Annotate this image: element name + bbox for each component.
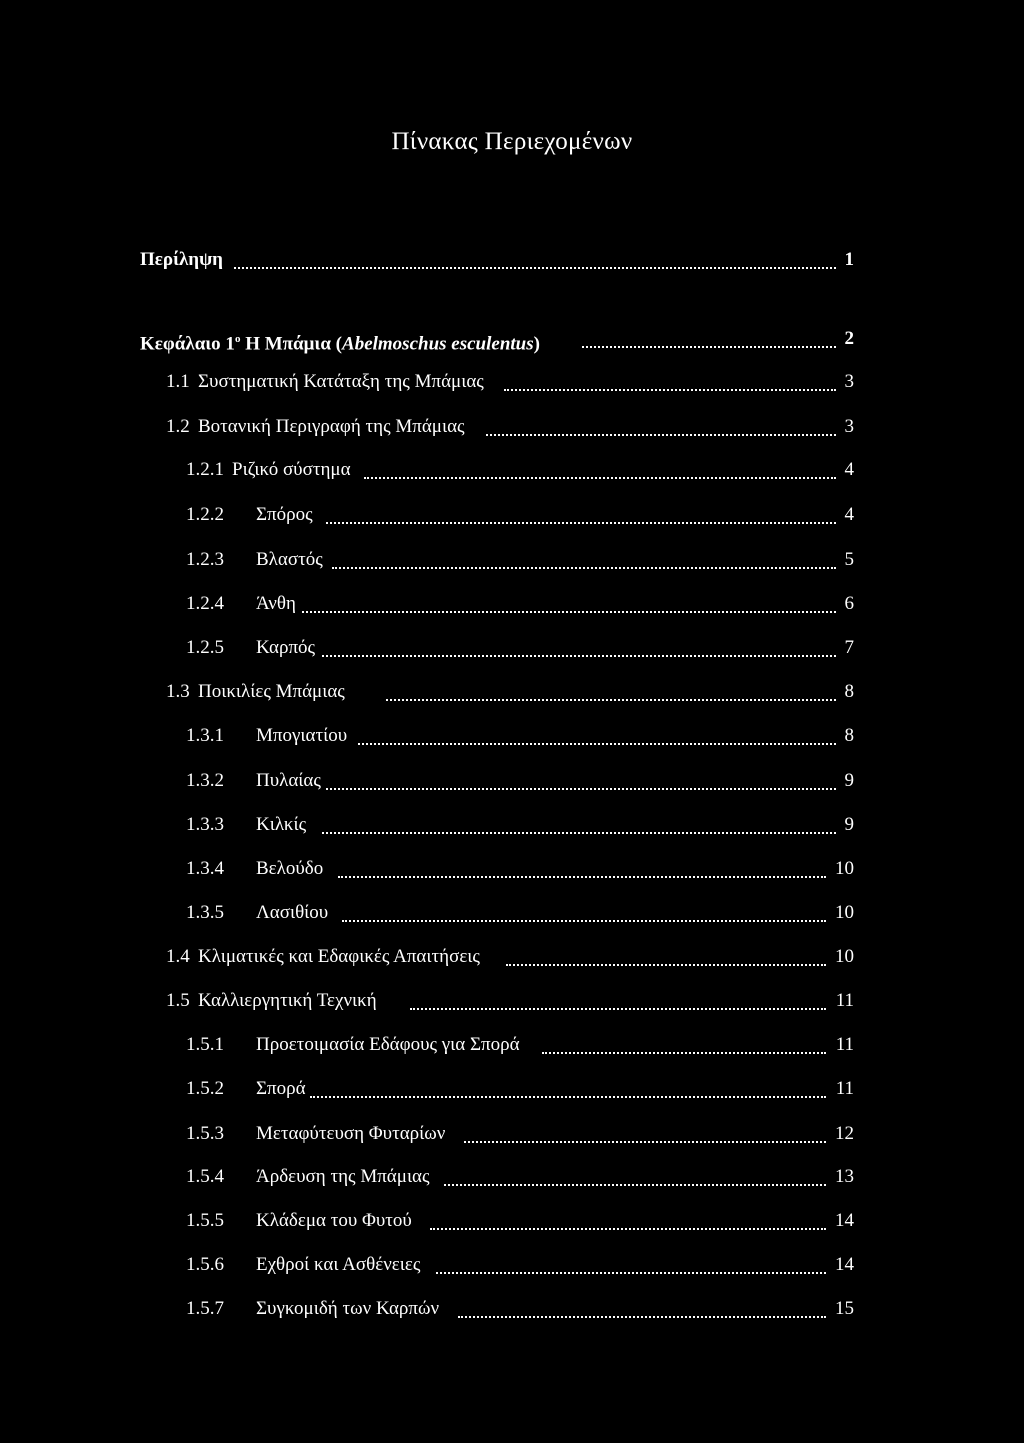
toc-entry-label: Βλαστός <box>256 549 323 570</box>
toc-entry[interactable] <box>0 1076 1024 1102</box>
toc-entry-number: 1.3.5 <box>186 902 224 923</box>
toc-entry-number: 1.4 <box>166 946 190 967</box>
toc-entry-page: 9 <box>844 770 854 791</box>
toc-entry-label: Κιλκίς <box>256 814 307 835</box>
toc-entry-page: 15 <box>835 1298 854 1319</box>
toc-entry-number: 1.3.4 <box>186 858 224 879</box>
toc-entry-chapter-1[interactable] <box>0 326 1024 355</box>
toc-entry-page: 5 <box>844 549 854 570</box>
toc-entry-page: 2 <box>844 328 854 349</box>
toc-entry-page: 11 <box>835 1078 854 1099</box>
toc-entry[interactable] <box>0 547 1024 573</box>
toc-entry-number: 1.2.2 <box>186 504 224 525</box>
toc-entry-page: 10 <box>835 902 854 923</box>
toc-entry-number: 1.5.6 <box>186 1254 224 1275</box>
toc-entry[interactable] <box>0 502 1024 528</box>
toc-entry-page: 14 <box>835 1210 854 1231</box>
toc-entry-page: 1 <box>844 249 854 270</box>
toc-entry-label: Ριζικό σύστημα <box>232 459 351 480</box>
toc-entry[interactable] <box>0 812 1024 838</box>
toc-entry-page: 8 <box>844 725 854 746</box>
toc-entry[interactable] <box>0 414 1024 440</box>
toc-leader <box>302 611 836 613</box>
toc-entry-label: Καρπός <box>256 637 316 658</box>
toc-leader <box>322 655 836 657</box>
toc-entry-number: 1.2 <box>166 416 190 437</box>
toc-entry-label: Λασιθίου <box>256 902 329 923</box>
toc-entry-page: 3 <box>844 416 854 437</box>
toc-entry[interactable] <box>0 679 1024 705</box>
toc-leader <box>338 876 826 878</box>
toc-entry-page: 11 <box>835 1034 854 1055</box>
toc-entry-number: 1.3 <box>166 681 190 702</box>
toc-leader <box>342 920 826 922</box>
toc-leader <box>386 699 836 701</box>
toc-leader <box>332 567 836 569</box>
toc-leader <box>430 1228 826 1230</box>
toc-leader <box>582 346 836 348</box>
toc-leader <box>410 1008 826 1010</box>
toc-entry-label: Περίληψη <box>140 249 223 270</box>
toc-leader <box>326 522 836 524</box>
toc-entry-label: Μεταφύτευση Φυταρίων <box>256 1123 446 1144</box>
chapter-middle: Η Μπάμια ( <box>240 333 343 355</box>
toc-leader <box>310 1096 826 1098</box>
toc-entry-page: 11 <box>835 990 854 1011</box>
toc-entry-label: Άνθη <box>256 593 296 614</box>
toc-leader <box>542 1052 826 1054</box>
toc-leader <box>436 1272 826 1274</box>
toc-entry-page: 13 <box>835 1166 854 1187</box>
toc-entry[interactable] <box>0 1208 1024 1234</box>
toc-entry-page: 6 <box>844 593 854 614</box>
toc-entry[interactable] <box>0 591 1024 617</box>
toc-entry-number: 1.5.3 <box>186 1123 224 1144</box>
page-title: Πίνακας Περιεχομένων <box>391 128 633 155</box>
toc-entry-label <box>140 326 540 357</box>
toc-entry-number: 1.2.1 <box>186 459 224 480</box>
toc-leader <box>506 964 826 966</box>
toc-entry[interactable] <box>0 1252 1024 1278</box>
toc-leader <box>464 1141 826 1143</box>
toc-entry-number: 1.2.3 <box>186 549 224 570</box>
toc-leader <box>458 1316 826 1318</box>
toc-entry[interactable] <box>0 856 1024 882</box>
toc-leader <box>322 832 836 834</box>
toc-entry-number: 1.2.4 <box>186 593 224 614</box>
toc-entry-page: 14 <box>835 1254 854 1275</box>
toc-leader <box>234 267 836 269</box>
toc-entry[interactable] <box>0 457 1024 483</box>
toc-entry[interactable] <box>0 1032 1024 1058</box>
toc-entry-label: Κλιματικές και Εδαφικές Απαιτήσεις <box>198 946 480 967</box>
toc-entry-label: Συγκομιδή των Καρπών <box>256 1298 440 1319</box>
toc-entry-number: 1.5.5 <box>186 1210 224 1231</box>
toc-entry-page: 4 <box>844 459 854 480</box>
toc-entry-page: 9 <box>844 814 854 835</box>
toc-entry-label: Άρδευση της Μπάμιας <box>256 1166 430 1187</box>
chapter-superscript: ο <box>234 333 241 345</box>
toc-entry-page: 10 <box>835 946 854 967</box>
toc-entry-number: 1.3.1 <box>186 725 224 746</box>
toc-entry-label: Προετοιμασία Εδάφους για Σπορά <box>256 1034 520 1055</box>
toc-entry-label: Σπορά <box>256 1078 306 1099</box>
toc-entry[interactable] <box>0 723 1024 749</box>
toc-entry-page: 7 <box>844 637 854 658</box>
toc-entry-number: 1.5.7 <box>186 1298 224 1319</box>
toc-entry-number: 1.5.2 <box>186 1078 224 1099</box>
toc-entry[interactable] <box>0 1121 1024 1147</box>
toc-leader <box>486 434 836 436</box>
toc-entry-page: 4 <box>844 504 854 525</box>
toc-entry-label: Κλάδεμα του Φυτού <box>256 1210 412 1231</box>
toc-entry-number: 1.3.2 <box>186 770 224 791</box>
toc-entry-number: 1.1 <box>166 371 190 392</box>
toc-entry-page: 8 <box>844 681 854 702</box>
toc-entry-number: 1.3.3 <box>186 814 224 835</box>
toc-entry[interactable] <box>0 988 1024 1014</box>
toc-entry-label: Σπόρος <box>256 504 313 525</box>
toc-leader <box>326 788 836 790</box>
toc-entry[interactable] <box>0 944 1024 970</box>
toc-entry-label: Καλλιεργητική Τεχνική <box>198 990 377 1011</box>
toc-entry-number: 1.5.4 <box>186 1166 224 1187</box>
toc-leader <box>444 1184 826 1186</box>
toc-entry[interactable] <box>0 369 1024 395</box>
toc-entry[interactable] <box>0 768 1024 794</box>
toc-entry-label: Συστηματική Κατάταξη της Μπάμιας <box>198 371 484 392</box>
toc-entry[interactable] <box>0 900 1024 926</box>
toc-entry-page: 12 <box>835 1123 854 1144</box>
toc-entry-label: Ποικιλίες Μπάμιας <box>198 681 345 702</box>
toc-entry-number: 1.2.5 <box>186 637 224 658</box>
toc-entry[interactable] <box>0 635 1024 661</box>
toc-entry-label: Εχθροί και Ασθένειες <box>256 1254 421 1275</box>
toc-entry-label: Βοτανική Περιγραφή της Μπάμιας <box>198 416 465 437</box>
toc-entry-page: 10 <box>835 858 854 879</box>
toc-entry-label: Πυλαίας <box>256 770 321 791</box>
toc-leader <box>504 389 836 391</box>
toc-leader <box>358 743 836 745</box>
toc-leader <box>364 477 836 479</box>
toc-entry[interactable] <box>0 1164 1024 1190</box>
chapter-prefix: Κεφάλαιο 1 <box>140 333 235 355</box>
toc-entry-number: 1.5.1 <box>186 1034 224 1055</box>
toc-entry-label: Μπογιατίου <box>256 725 348 746</box>
toc-entry[interactable] <box>0 1296 1024 1322</box>
chapter-latin-name: Abelmoschus esculentus <box>342 333 534 355</box>
toc-entry-label: Βελούδο <box>256 858 324 879</box>
toc-entry-summary[interactable] <box>0 247 1024 273</box>
toc-entry-number: 1.5 <box>166 990 190 1011</box>
toc-entry-page: 3 <box>844 371 854 392</box>
chapter-suffix: ) <box>533 333 540 355</box>
